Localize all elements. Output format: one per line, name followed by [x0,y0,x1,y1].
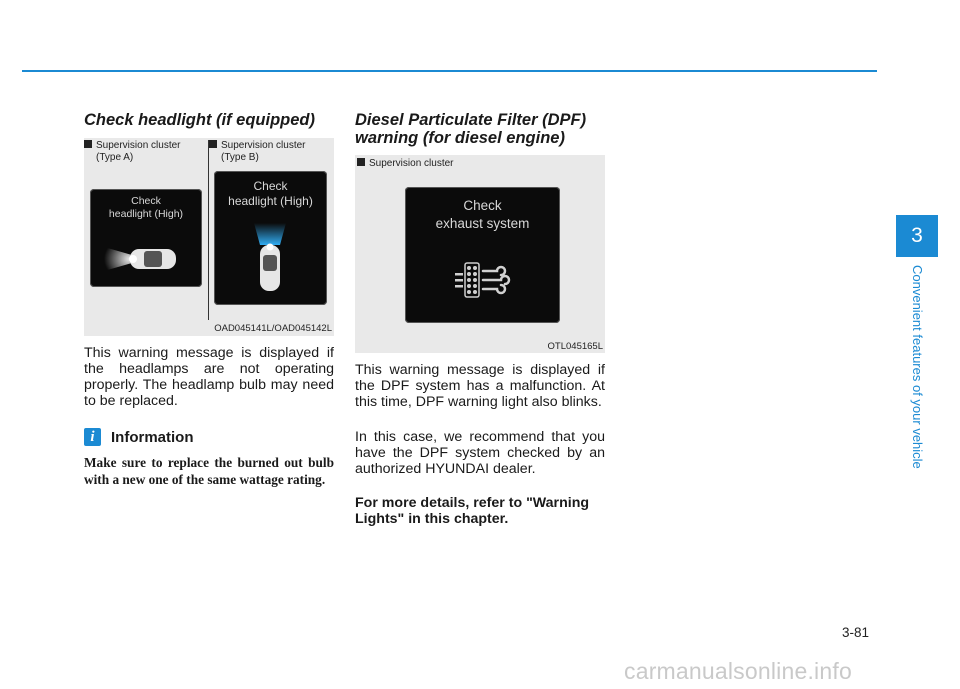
car-highbeam-icon [252,223,288,297]
figure-divider [208,140,209,320]
bold-note-warning-lights: For more details, refer to "Warning Lights" in this chapter. [355,495,590,527]
screen-dpf-line2: exhaust system [435,216,530,231]
car-headlight-icon [104,239,190,277]
screen-dpf-line1: Check [463,198,502,213]
caption-supervision-cluster [357,158,453,170]
top-rule [22,70,877,72]
square-bullet-icon [209,140,217,148]
square-bullet-icon [84,140,92,148]
information-header [84,428,194,446]
information-text: Make sure to replace the burned out bulb with a new one of the same wattage rating. [84,455,334,487]
section-title-dpf-line2: warning (for diesel engine) [355,129,565,147]
paragraph-dpf-2: In this case, we recommend that you have the DPF system checked by an authorized HYUNDAI dealer. [355,429,605,477]
information-icon: i [84,428,101,446]
caption-type-b-line2: (Type B) [221,152,259,163]
section-title-dpf-warning [355,111,586,147]
figure-check-headlight [84,138,334,336]
page-number: 3-81 [842,625,870,640]
chapter-title-vertical: Convenient features of your vehicle [910,265,925,469]
cluster-screen-type-a [90,189,202,287]
caption-type-a [84,140,180,164]
square-bullet-icon [357,158,365,166]
caption-type-a-line1: Supervision cluster [96,140,181,151]
chapter-number-tab: 3 [896,215,938,257]
figure-code: OTL045165L [547,341,603,352]
caption-type-b [209,140,305,164]
dpf-filter-icon [455,259,513,301]
information-title: Information [111,428,194,446]
screen-b-line2: headlight (High) [228,194,313,208]
cluster-screen-dpf [405,187,560,323]
screen-a-line2: headlight (High) [108,208,184,220]
caption-type-a-line2: (Type A) [96,152,134,163]
section-title-check-headlight: Check headlight (if equipped) [84,111,316,129]
figure-code: OAD045141L/OAD045142L [214,323,332,334]
caption-type-b-line1: Supervision cluster [221,140,306,151]
figure-dpf-warning [355,155,605,353]
screen-a-line1: Check [131,195,161,207]
paragraph-dpf-1: This warning message is displayed if the DPF system has a malfunction. At this time, DPF warning light also blinks. [355,362,605,410]
section-title-dpf-line1: Diesel Particulate Filter (DPF) [355,111,587,129]
screen-b-line1: Check [253,179,288,193]
watermark: carmanualsonline.info [624,658,852,684]
cluster-screen-type-b [214,171,327,305]
caption-supervision-cluster-text: Supervision cluster [369,158,454,169]
paragraph-check-headlight: This warning message is displayed if the headlamps are not operating properly. The headlamp bulb may need to be replaced. [84,345,334,409]
